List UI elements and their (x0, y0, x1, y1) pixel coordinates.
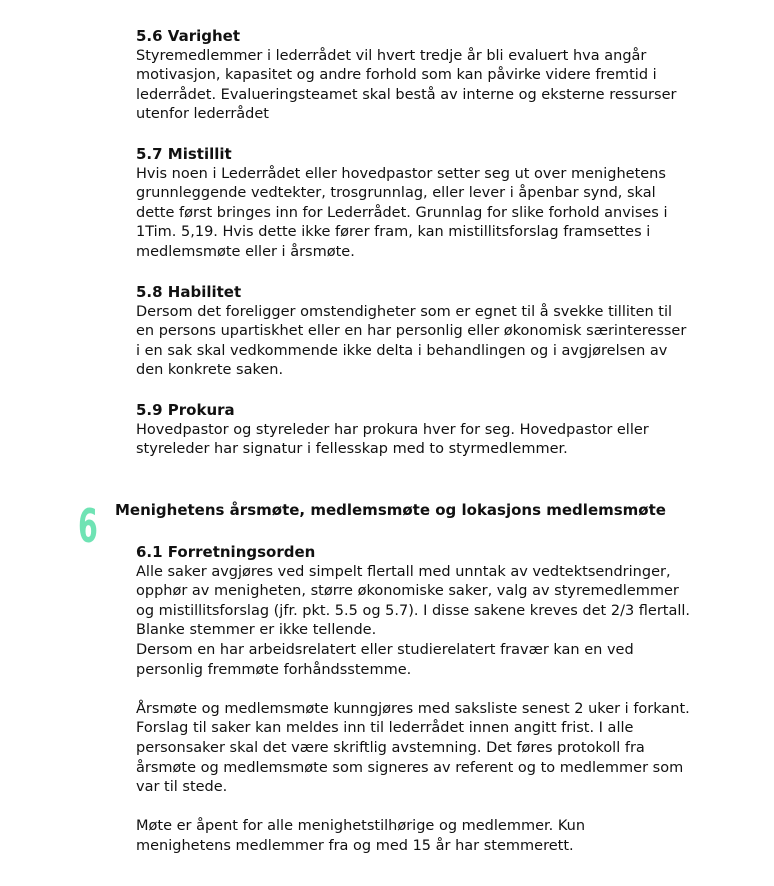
section-5-6 (136, 27, 736, 125)
section-5-9 (136, 401, 736, 460)
section-5-8 (136, 283, 736, 381)
section-heading: 5.9 Prokura (136, 401, 235, 419)
body-line: lederrådet. Evalueringsteamet skal bestå av interne og eksterne ressurser (136, 86, 677, 103)
section-6-1 (136, 543, 736, 857)
body-line: utenfor lederrådet (136, 106, 269, 123)
body-line: Hvis noen i Lederrådet eller hovedpastor setter seg ut over menighetens (136, 165, 666, 182)
body-line: styreleder har signatur i fellesskap med to styrmedlemmer. (136, 441, 568, 458)
section-body (136, 165, 736, 263)
body-line: årsmøte og medlemsmøte som signeres av referent og to medlemmer som (136, 759, 684, 776)
body-line: og mistillitsforslag (jfr. pkt. 5.5 og 5.7). I disse sakene kreves det 2/3 flertall. (136, 602, 691, 619)
body-line: menighetens medlemmer fra og med 15 år har stemmerett. (136, 837, 574, 854)
section-body (136, 47, 736, 125)
body-line: opphør av menigheten, større økonomiske saker, valg av styremedlemmer (136, 583, 679, 600)
section-heading: 6.1 Forretningsorden (136, 543, 316, 561)
section-body (136, 303, 736, 381)
body-line: motivasjon, kapasitet og andre forhold som kan påvirke videre fremtid i (136, 67, 657, 84)
body-line: personlig fremmøte forhåndsstemme. (136, 661, 412, 678)
body-line: var til stede. (136, 779, 228, 796)
body-line: dette først bringes inn for Lederrådet. Grunnlag for slike forhold anvises i (136, 204, 668, 221)
body-line: Årsmøte og medlemsmøte kunngjøres med saksliste senest 2 uker i forkant. (136, 700, 690, 717)
body-line: en persons upartiskhet eller en har personlig eller økonomisk særinteresser (136, 323, 687, 340)
section-5-7 (136, 145, 736, 263)
section-heading: 5.8 Habilitet (136, 283, 242, 301)
body-line: Dersom en har arbeidsrelatert eller studierelatert fravær kan en ved (136, 641, 634, 658)
section-heading: 5.7 Mistillit (136, 145, 232, 163)
body-line: Hovedpastor og styreleder har prokura hver for seg. Hovedpastor eller (136, 421, 649, 438)
body-line: personsaker skal det være skriftlig avstemning. Det føres protokoll fra (136, 739, 645, 756)
body-line: i en sak skal vedkommende ikke delta i behandlingen og i avgjørelsen av (136, 342, 668, 359)
body-line: Møte er åpent for alle menighetstilhørige og medlemmer. Kun (136, 818, 586, 835)
paragraph-gap (136, 680, 736, 700)
body-line: medlemsmøte eller i årsmøte. (136, 243, 355, 260)
body-line: Blanke stemmer er ikke tellende. (136, 622, 377, 639)
body-line: Forslag til saker kan meldes inn til lederrådet innen angitt frist. I alle (136, 720, 634, 737)
section-body (136, 563, 736, 857)
chapter-number: 6 (78, 499, 98, 553)
body-line: Alle saker avgjøres ved simpelt flertall med unntak av vedtektsendringer, (136, 563, 671, 580)
body-line: 1Tim. 5,19. Hvis dette ikke fører fram, kan mistillitsforslag framsettes i (136, 224, 651, 241)
body-line: Dersom det foreligger omstendigheter som er egnet til å svekke tilliten til (136, 303, 673, 320)
body-line: grunnleggende vedtekter, trosgrunnlag, eller lever i åpenbar synd, skal (136, 185, 656, 202)
section-heading: 5.6 Varighet (136, 27, 241, 45)
section-body (136, 421, 736, 460)
paragraph-gap (136, 798, 736, 818)
chapter-title: Menighetens årsmøte, medlemsmøte og lokasjons medlemsmøte (115, 501, 666, 519)
body-line: den konkrete saken. (136, 362, 284, 379)
body-line: Styremedlemmer i lederrådet vil hvert tredje år bli evaluert hva angår (136, 47, 647, 64)
